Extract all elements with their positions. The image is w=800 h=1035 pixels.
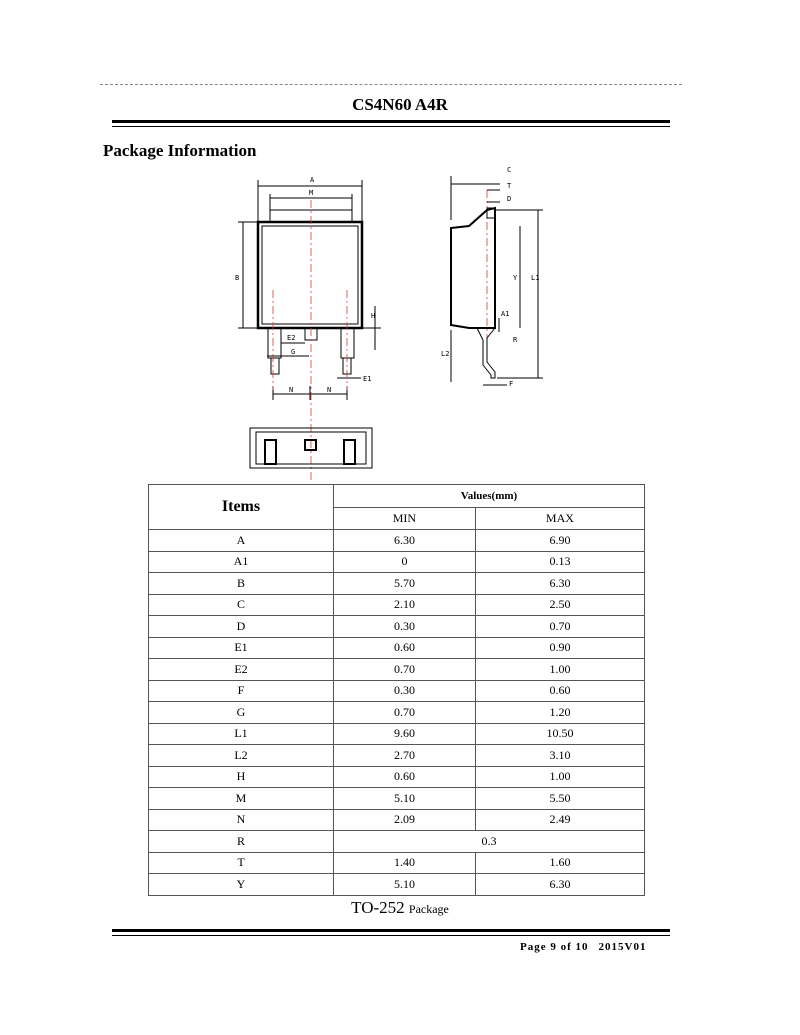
min-cell: 0.30: [334, 680, 476, 702]
section-title: Package Information: [103, 141, 257, 160]
label-e1: E1: [363, 375, 372, 383]
label-a1: A1: [501, 310, 510, 318]
label-h: H: [371, 312, 376, 320]
min-cell: 0: [334, 551, 476, 573]
max-cell: 6.30: [475, 874, 644, 896]
dimensions-table: [148, 484, 645, 896]
label-n-left: N: [289, 386, 294, 394]
table-row: [149, 809, 645, 831]
item-cell: T: [149, 852, 334, 874]
package-caption: [0, 898, 800, 918]
max-header: MAX: [475, 508, 644, 530]
item-cell: M: [149, 788, 334, 810]
min-cell: 0.60: [334, 637, 476, 659]
item-cell: Y: [149, 874, 334, 896]
table-row: [149, 530, 645, 552]
max-cell: 1.00: [475, 659, 644, 681]
max-cell: 3.10: [475, 745, 644, 767]
min-cell: 6.30: [334, 530, 476, 552]
label-c: C: [507, 166, 512, 174]
values-header: Values(mm): [334, 485, 645, 508]
footer: [520, 941, 646, 953]
item-cell: F: [149, 680, 334, 702]
max-cell: 6.90: [475, 530, 644, 552]
item-cell: H: [149, 766, 334, 788]
min-cell: 2.09: [334, 809, 476, 831]
item-cell: A: [149, 530, 334, 552]
item-cell: L1: [149, 723, 334, 745]
table-row: [149, 680, 645, 702]
label-b: B: [235, 274, 240, 282]
min-cell: 5.10: [334, 788, 476, 810]
table-row: [149, 551, 645, 573]
version: 2015V01: [598, 941, 647, 953]
label-a: A: [310, 176, 315, 184]
label-r: R: [513, 336, 518, 344]
max-cell: 2.50: [475, 594, 644, 616]
min-cell: 5.10: [334, 874, 476, 896]
item-cell: N: [149, 809, 334, 831]
item-cell: B: [149, 573, 334, 595]
label-l2: L2: [441, 350, 450, 358]
label-e2: E2: [287, 334, 296, 342]
item-cell: C: [149, 594, 334, 616]
table-row: [149, 831, 645, 853]
min-cell: 1.40: [334, 852, 476, 874]
caption-main: TO-252: [351, 898, 405, 917]
label-l1: L1: [531, 274, 540, 282]
item-cell: A1: [149, 551, 334, 573]
min-header: MIN: [334, 508, 476, 530]
items-header: Items: [149, 485, 334, 530]
side-view: [451, 176, 543, 385]
footer-rule-thin: [112, 935, 670, 936]
header-rule-thick: [112, 120, 670, 123]
min-cell: 5.70: [334, 573, 476, 595]
table-row: [149, 852, 645, 874]
max-cell: 1.00: [475, 766, 644, 788]
dimensions-body: [149, 530, 645, 896]
merged-value-cell: 0.3: [334, 831, 645, 853]
max-cell: 5.50: [475, 788, 644, 810]
max-cell: 1.60: [475, 852, 644, 874]
table-row: [149, 874, 645, 896]
top-dashed-rule: [100, 84, 682, 85]
max-cell: 2.49: [475, 809, 644, 831]
table-row: [149, 594, 645, 616]
min-cell: 0.70: [334, 702, 476, 724]
item-cell: D: [149, 616, 334, 638]
item-cell: L2: [149, 745, 334, 767]
footer-rule-thick: [112, 929, 670, 932]
label-m: M: [309, 189, 314, 197]
page-number: Page 9 of 10: [520, 941, 589, 953]
label-d: D: [507, 195, 512, 203]
label-n-right: N: [327, 386, 332, 394]
table-row: [149, 616, 645, 638]
table-row: [149, 702, 645, 724]
label-y: Y: [513, 274, 518, 282]
front-view: [238, 180, 381, 400]
max-cell: 0.90: [475, 637, 644, 659]
min-cell: 2.70: [334, 745, 476, 767]
table-row: [149, 637, 645, 659]
table-row: [149, 659, 645, 681]
max-cell: 1.20: [475, 702, 644, 724]
min-cell: 0.70: [334, 659, 476, 681]
min-cell: 2.10: [334, 594, 476, 616]
header-rule-thin: [112, 126, 670, 127]
min-cell: 0.30: [334, 616, 476, 638]
document-title: CS4N60 A4R: [352, 95, 448, 114]
caption-suffix: Package: [408, 902, 449, 916]
table-row: [149, 573, 645, 595]
max-cell: 6.30: [475, 573, 644, 595]
label-t: T: [507, 182, 512, 190]
table-row: [149, 723, 645, 745]
min-cell: 9.60: [334, 723, 476, 745]
max-cell: 10.50: [475, 723, 644, 745]
label-g: G: [291, 348, 296, 356]
item-cell: G: [149, 702, 334, 724]
table-row: [149, 788, 645, 810]
item-cell: E1: [149, 637, 334, 659]
item-cell: E2: [149, 659, 334, 681]
min-cell: 0.60: [334, 766, 476, 788]
package-drawing: [225, 160, 555, 480]
table-row: [149, 745, 645, 767]
item-cell: R: [149, 831, 334, 853]
table-row: [149, 766, 645, 788]
max-cell: 0.70: [475, 616, 644, 638]
label-f: F: [509, 380, 514, 388]
max-cell: 0.60: [475, 680, 644, 702]
max-cell: 0.13: [475, 551, 644, 573]
